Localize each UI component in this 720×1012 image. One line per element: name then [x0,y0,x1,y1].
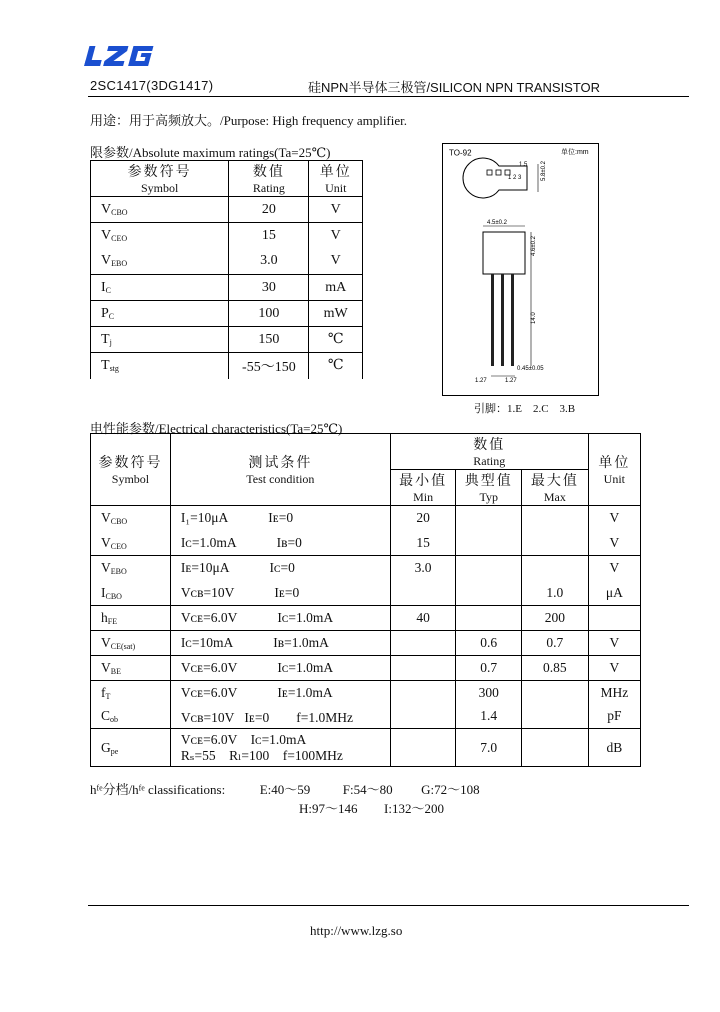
part-number: 2SC1417(3DG1417) [90,78,214,93]
table-row: $V_{CBO}$ 20 V [91,197,363,223]
table-row: $G_{pe}$ Vᴄᴇ=6.0V Iᴄ=1.0mA Rₛ=55 Rₗ=100 f=100MHz 7.0 dB [91,729,641,767]
dim-h: 4.6±0.2 [531,236,537,256]
table-row: $V_{EBO}$ 3.0 V [91,249,363,275]
hfe-f: F:54～80 [342,782,393,797]
dim-lead-w: 0.45±0.05 [517,366,544,372]
abs-max-table [90,160,363,379]
table-row: $T_j$ 150 ℃ [91,327,363,353]
table-row: $V_{CEO}$ 15 V [91,223,363,249]
table-row: $P_C$ 100 mW [91,301,363,327]
footer-url[interactable]: http://www.lzg.so [310,923,403,938]
hfe-h: H:97～146 [299,801,358,816]
elec-header-unit: 单位 Unit [588,434,640,506]
table-row: $I_C$ 30 mA [91,275,363,301]
header-divider [88,96,689,97]
table-row: $C_{ob}$ Vᴄʙ=10V Iᴇ=0 f=1.0MHz 1.4 pF [91,705,641,729]
elec-title: 电性能参数/Electrical characteristics(Ta=25℃) [90,421,343,436]
lzg-logo [82,44,158,70]
dim-p2: 1.27 [505,378,517,384]
footer-divider [88,905,689,906]
dim-w: 4.5±0.2 [487,220,507,226]
hfe-label: hᶠᵉ分档/hᶠᵉ classifications: [90,782,226,797]
table-row: $V_{BE}$ Vᴄᴇ=6.0V Iᴄ=1.0mA 0.7 0.85 V [91,656,641,681]
side-view-body [483,232,525,274]
table-row: $f_T$ Vᴄᴇ=6.0V Iᴇ=1.0mA 300 MHz [91,681,641,705]
elec-header-condition: 测试条件 Test condition [170,434,390,506]
package-label: TO-92 [449,148,472,158]
hfe-classifications-row2 [299,798,444,817]
doc-title: 硅NPN半导体三极管/SILICON NPN TRANSISTOR [308,80,601,95]
hfe-i: I:132～200 [384,801,444,816]
table-row: $I_{CBO}$ Vᴄʙ=10V Iᴇ=0 1.0 μA [91,581,641,606]
unit-note: 单位:mm [561,149,589,156]
abs-header-unit: 单位 Unit [309,161,363,197]
hfe-classifications [90,779,480,798]
pin-numbers: 1 2 3 [508,175,522,181]
elec-header-min: 最小值 Min [390,470,456,506]
table-row: $V_{EBO}$ Iᴇ=10μA Iᴄ=0 3.0 V [91,556,641,581]
table-row: $h_{FE}$ Vᴄᴇ=6.0V Iᴄ=1.0mA 40 200 [91,606,641,631]
abs-header-symbol: 参数符号 Symbol [91,161,229,197]
elec-header-rating: 数值 Rating [390,434,588,470]
purpose-text: 用途：用于高频放大。/Purpose: High frequency amplifier. [90,113,408,128]
table-row: $V_{CE(sat)}$ Iᴄ=10mA Iʙ=1.0mA 0.6 0.7 V [91,631,641,656]
pin-assignment: 引脚：1.E 2.C 3.B [474,403,576,415]
table-row: $V_{CEO}$ Iᴄ=1.0mA Iʙ=0 15 V [91,531,641,556]
elec-table [90,433,641,767]
dim-p1: 1.27 [475,378,487,384]
hfe-g: G:72～108 [421,782,480,797]
elec-header-max: 最大值 Max [522,470,589,506]
abs-header-rating: 数值 Rating [229,161,309,197]
hfe-e: E:40～59 [259,782,311,797]
abs-max-title: 限参数/Absolute maximum ratings(Ta=25℃) [90,145,331,160]
elec-header-typ: 典型值 Typ [456,470,522,506]
dim-d1: 1.5 [519,162,528,168]
dim-d2: 5.8±0.2 [541,161,547,181]
table-row: $T_{stg}$ -55～150 ℃ [91,353,363,379]
elec-header-symbol: 参数符号 Symbol [91,434,171,506]
to92-package-drawing [442,143,599,396]
table-row: $V_{CBO}$ I₁=10μA Iᴇ=0 20 V [91,506,641,531]
dim-lead: 14.0 [531,312,537,324]
